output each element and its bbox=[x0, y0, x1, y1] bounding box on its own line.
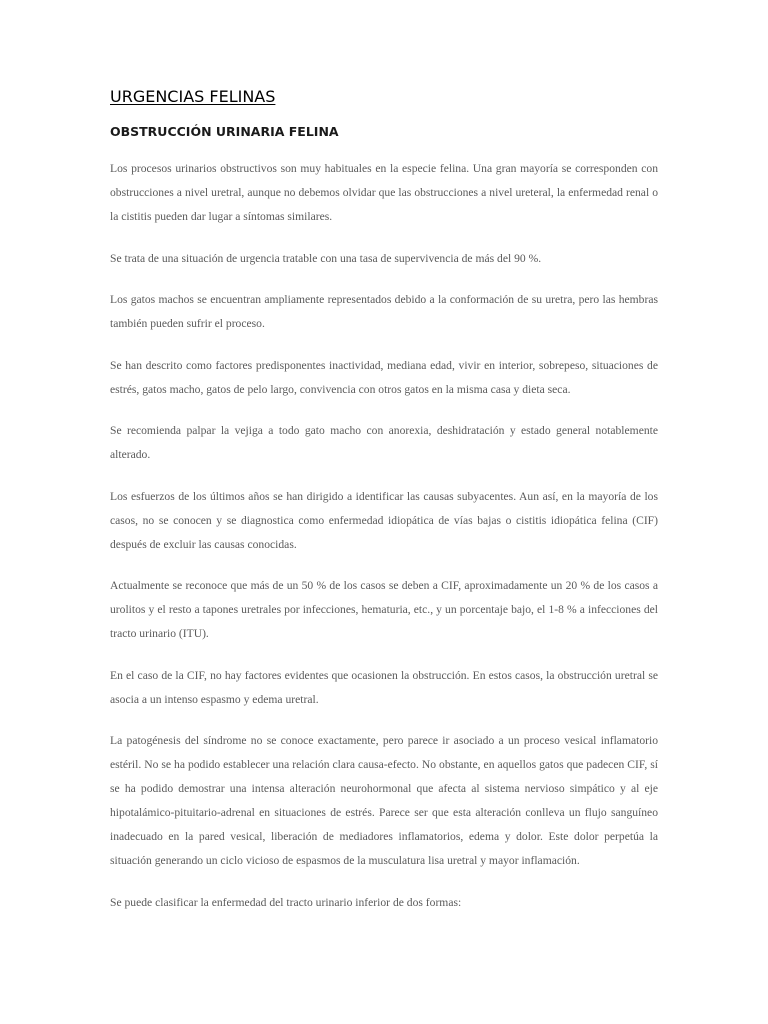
document-page bbox=[110, 86, 658, 915]
paragraph-4: Se han descrito como factores predisponentes inactividad, mediana edad, vivir en interior, sobrepeso, situaciones de estrés, gatos macho, gatos de pelo largo, convivencia con otros gatos en la misma casa y dieta seca. bbox=[110, 358, 658, 396]
paragraph-8: En el caso de la CIF, no hay factores evidentes que ocasionen la obstrucción. En estos casos, la obstrucción uretral se asocia a un intenso espasmo y edema uretral. bbox=[110, 668, 658, 706]
paragraph-1: Los procesos urinarios obstructivos son muy habituales en la especie felina. Una gran mayoría se corresponden con obstrucciones a nivel uretral, aunque no debemos olvidar que las obstrucciones a nivel ureteral, la enfermedad renal o la cistitis pueden dar lugar a síntomas similares. bbox=[110, 162, 658, 223]
document-title: URGENCIAS FELINAS bbox=[110, 87, 276, 106]
paragraph-6: Los esfuerzos de los últimos años se han dirigido a identificar las causas subyacentes. Aun así, en la mayoría de los casos, no se conocen y se diagnostica como enfermedad idiopática de vías bajas o cistitis idiopática felina (CIF) después de excluir las causas conocidas. bbox=[110, 489, 658, 551]
paragraph-10: Se puede clasificar la enfermedad del tracto urinario inferior de dos formas: bbox=[110, 895, 462, 909]
paragraph-9: La patogénesis del síndrome no se conoce exactamente, pero parece ir asociado a un proceso vesical inflamatorio estéril. No se ha podido establecer una relación clara causa-efecto. No obstante, en aquellos gatos que padecen CIF, sí se ha podido demostrar una intensa alteración neurohormonal que afecta al sistema nervioso simpático y al eje hipotalámico-pituitario-adrenal en situaciones de estrés. Parece ser que esta alteración conlleva un flujo sanguíneo inadecuado en la pared vesical, liberación de mediadores inflamatorios, edema y dolor. Este dolor perpetúa la situación generando un ciclo vicioso de espasmos de la musculatura lisa uretral y mayor inflamación. bbox=[110, 734, 658, 867]
paragraph-2: Se trata de una situación de urgencia tratable con una tasa de supervivencia de más del 90 %. bbox=[110, 251, 542, 265]
paragraph-5: Se recomienda palpar la vejiga a todo gato macho con anorexia, deshidratación y estado general notablemente alterado. bbox=[110, 424, 658, 461]
paragraph-7: Actualmente se reconoce que más de un 50 % de los casos se deben a CIF, aproximadamente un 20 % de los casos a urolitos y el resto a tapones uretrales por infecciones, hematuria, etc., y un porcentaje bajo, el 1-8 % a infecciones del tracto urinario (ITU). bbox=[110, 579, 658, 640]
section-heading: OBSTRUCCIÓN URINARIA FELINA bbox=[110, 124, 339, 139]
paragraph-3: Los gatos machos se encuentran ampliamente representados debido a la conformación de su uretra, pero las hembras también pueden sufrir el proceso. bbox=[110, 293, 658, 330]
